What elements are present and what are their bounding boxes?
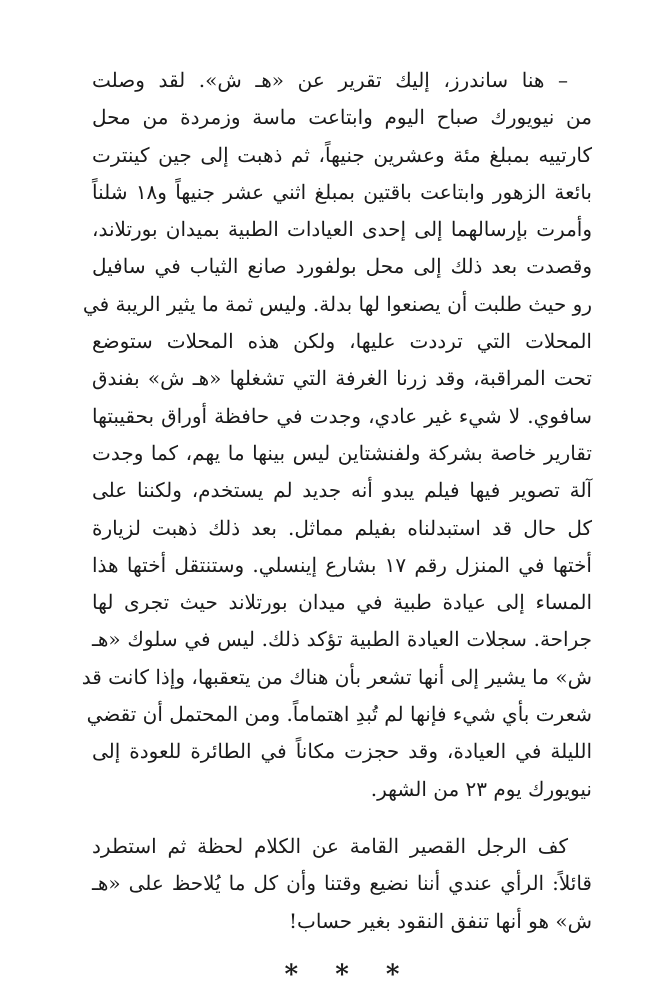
text-line: شعرت بأي شيء فإنها لم تُبدِ اهتماماً. ومن المحتمل أن تقضي	[86, 702, 592, 727]
section-separator: * * *	[284, 959, 414, 990]
text-line: نيويورك يوم ٢٣ من الشهر.	[370, 776, 592, 801]
text-line: من نيويورك صباح اليوم وابتاعت ماسة وزمردة من محل	[92, 105, 592, 130]
text-line: جراحة. سجلات العيادة الطبية تؤكد ذلك. ليس في سلوك «هـ	[92, 627, 592, 652]
text-line: المساء إلى عيادة طبية في ميدان بورتلاند حيث تجرى لها	[92, 590, 592, 615]
text-line: رو حيث طلبت أن يصنعوا لها بدلة. وليس ثمة ما يثير الريبة في	[82, 291, 592, 316]
text-line: قائلاً: الرأي عندي أننا نضيع وقتنا وأن كل ما يُلاحظ على «هـ	[92, 871, 592, 896]
text-line: – هنا ساندرز، إليك تقرير عن «هـ ش». لقد وصلت	[92, 68, 569, 92]
text-line: وأمرت بإرسالهما إلى إحدى العيادات الطبية بميدان بورتلاند،	[92, 217, 592, 242]
text-line: الليلة في العيادة، وقد حجزت مكاناً في الطائرة للعودة إلى	[92, 739, 592, 764]
book-page	[81, 62, 592, 990]
paragraph-gap	[92, 808, 592, 828]
text-line: سافوي. لا شيء غير عادي، وجدت في حافظة أوراق بحقيبتها	[92, 403, 592, 428]
text-line: ش» ما يشير إلى أنها تشعر بأن هناك من يتعقبها، وإذا كانت قد	[81, 664, 592, 689]
text-line: تقارير خاصة بشركة ولفنشتاين ليس بينها ما يهم، كما وجدت	[92, 440, 592, 465]
text-line: بائعة الزهور وابتاعت باقتين بمبلغ اثني عشر جنيهاً و١٨ شلناً	[92, 179, 592, 204]
paragraph-report	[81, 62, 592, 808]
text-line: وقصدت بعد ذلك إلى محل بولفورد صانع الثياب في سافيل	[92, 254, 592, 279]
text-line: كل حال قد استبدلناه بفيلم مماثل. بعد ذلك ذهبت لزيارة	[92, 515, 592, 540]
text-line: أختها في المنزل رقم ١٧ بشارع إينسلي. وستنتقل أختها هذا	[92, 552, 592, 577]
text-line: آلة تصوير فيها فيلم يبدو أنه جديد لم يستخدم، ولكننا على	[92, 478, 592, 503]
text-line: تحت المراقبة، وقد زرنا الغرفة التي تشغلها «هـ ش» بفندق	[92, 366, 592, 391]
text-line: كف الرجل القصير القامة عن الكلام لحظة ثم استطرد	[92, 833, 568, 858]
text-line: كارتييه بمبلغ مئة وعشرين جنيهاً، ثم ذهبت إلى جين كينترت	[92, 142, 592, 167]
paragraph-narration	[92, 828, 592, 940]
text-line: المحلات التي ترددت عليها، ولكن هذه المحلات ستوضع	[92, 329, 592, 354]
text-line: ش» هو أنها تنفق النقود بغير حساب!	[289, 908, 592, 933]
